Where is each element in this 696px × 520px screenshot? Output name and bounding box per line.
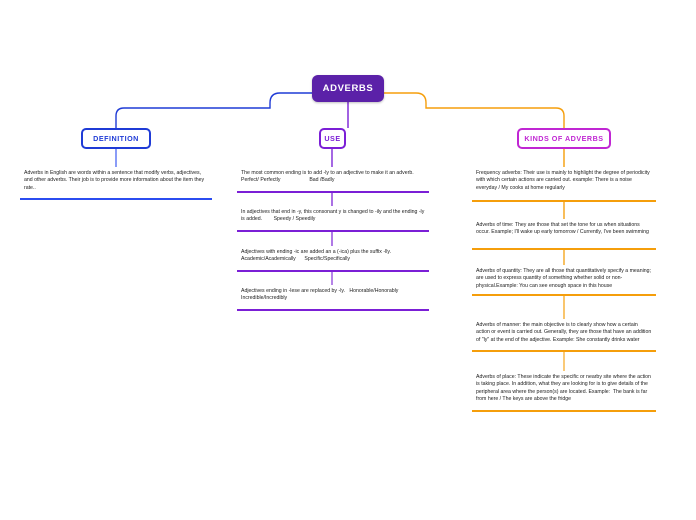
leaf-kind-time-text: Adverbs of time: They are those that set the tone for us when situations occur. Example; I'll wake up early tomorrow / Currently, I've been swimming [476,222,649,236]
leaf-underline [237,309,429,312]
leaf-underline [472,200,656,203]
leaf-use-3[interactable] [237,246,429,272]
leaf-kind-frequency-text: Frequency adverbs: Their use is mainly to highlight the degree of periodicity with which certain actions are carried out. example: There is a noise everyday / My cooks at home regularly [476,170,652,191]
leaf-use-1-text: The most common ending is to add -ly to an adjective to make it an adverb. Perfect/ Perfectly Bad /Badly [241,170,420,184]
leaf-underline [20,198,212,201]
leaf-underline [237,191,429,194]
leaf-kind-time[interactable] [472,219,656,250]
leaf-underline [472,248,656,251]
leaf-kind-frequency[interactable] [472,167,656,202]
branch-node-kinds-of-adverbs[interactable] [517,128,611,149]
leaf-kind-place-text: Adverbs of place: These indicate the specific or nearby site where the action is taking place. In addition, what they are looking for is to give details of the peripheral area where the person(s) are located. Example: The bank is far from here / The keys are above the fridge [476,374,653,403]
leaf-definition-1[interactable] [20,167,212,200]
leaf-underline [472,294,656,297]
leaf-kind-manner-text: Adverbs of manner: the main objective is to clearly show how a certain action or event is carried out. Generally, they are those that have an addition of "ly" at the end of the adjective. Example: She constantly drinks water [476,322,653,343]
leaf-definition-1-text: Adverbs in English are words within a sentence that modify verbs, adjectives, and other adverbs. Their job is to provide more information about the item they rate.. [24,170,206,191]
leaf-use-2[interactable] [237,206,429,232]
leaf-use-1[interactable] [237,167,429,193]
leaf-underline [472,350,656,353]
leaf-underline [472,410,656,413]
branch-label-definition: DEFINITION [93,134,139,143]
leaf-kind-manner[interactable] [472,319,656,352]
leaf-kind-place[interactable] [472,371,656,412]
leaf-use-4-text: Adjectives ending in -lese are replaced by -ly. Honorable/Honorably Incredible/Incredibly [241,288,410,302]
root-node-adverbs[interactable] [312,75,384,102]
branch-node-use[interactable] [319,128,346,149]
branch-label-kinds-of-adverbs: KINDS OF ADVERBS [524,134,604,143]
branch-node-definition[interactable] [81,128,151,149]
leaf-use-4[interactable] [237,285,429,311]
branch-label-use: USE [324,134,341,143]
leaf-underline [237,270,429,273]
leaf-kind-quantity[interactable] [472,265,656,296]
root-node-label: ADVERBS [322,83,374,94]
leaf-use-2-text: In adjectives that end in -y, this consonant y is changed to -ily and the ending -ly is added. Speedy / Speedily [241,209,426,223]
leaf-underline [237,230,429,233]
leaf-kind-quantity-text: Adverbs of quantity: They are all those that quantitatively specify a meaning; are used to express quantity of something whether solid or non-physical.Example: You can see enough space in this house [476,268,653,289]
leaf-use-3-text: Adjectives with ending -ic are added an a (-ica) plus the suffix -lly. Academic/Academically Specific/Specifically [241,249,398,263]
